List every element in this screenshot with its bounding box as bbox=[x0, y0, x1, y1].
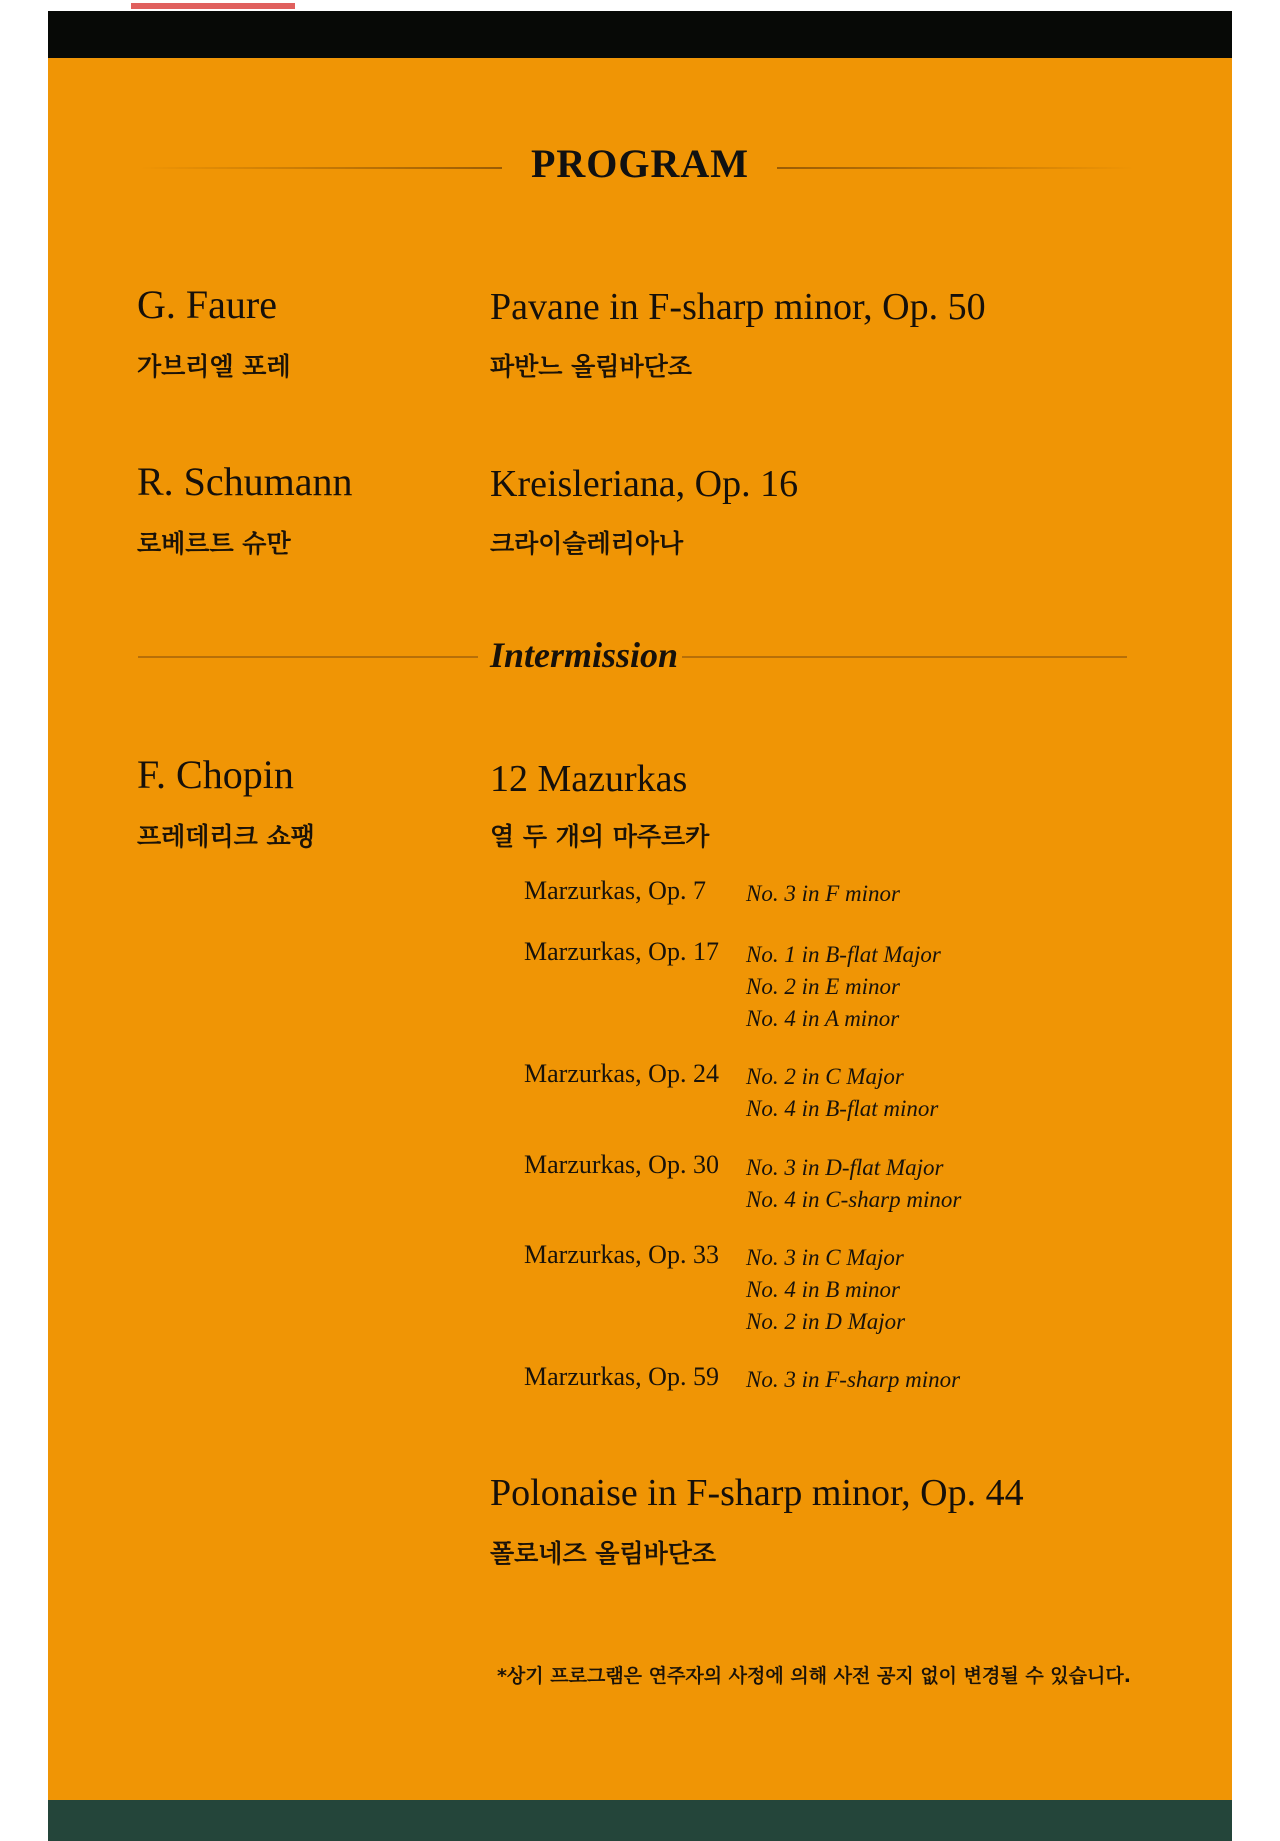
work-mazurkas-korean: 열 두 개의 마주르카 bbox=[490, 822, 710, 851]
work-kreisleriana-korean: 크라이슬레리아나 bbox=[490, 529, 684, 558]
title-rule-right bbox=[777, 167, 1134, 169]
work-pavane-korean: 파반느 올림바단조 bbox=[490, 352, 692, 381]
mazurka-piece: No. 3 in F-sharp minor bbox=[746, 1367, 961, 1392]
mazurka-pieces bbox=[746, 1364, 960, 1396]
mazurka-piece: No. 4 in B-flat minor bbox=[746, 1096, 939, 1121]
work-polonaise-korean: 폴로네즈 올림바단조 bbox=[490, 1539, 717, 1568]
mazurka-piece: No. 4 in B minor bbox=[746, 1277, 900, 1302]
intermission-rule-right bbox=[682, 656, 1127, 658]
mazurka-piece: No. 2 in C Major bbox=[746, 1064, 904, 1089]
mazurka-piece: No. 2 in D Major bbox=[746, 1309, 906, 1334]
mazurka-piece: No. 4 in C-sharp minor bbox=[746, 1187, 962, 1212]
work-mazurkas: 12 Mazurkas bbox=[490, 758, 688, 800]
mazurka-opus: Marzurkas, Op. 59 bbox=[524, 1362, 719, 1391]
mazurka-opus: Marzurkas, Op. 24 bbox=[524, 1059, 719, 1088]
composer-faure: G. Faure bbox=[137, 282, 277, 327]
mazurka-opus: Marzurkas, Op. 17 bbox=[524, 937, 719, 966]
mazurka-piece: No. 3 in D-flat Major bbox=[746, 1155, 944, 1180]
mazurka-pieces bbox=[746, 1061, 938, 1125]
mazurka-piece: No. 2 in E minor bbox=[746, 974, 900, 999]
mazurka-piece: No. 3 in F minor bbox=[746, 881, 900, 906]
work-pavane: Pavane in F-sharp minor, Op. 50 bbox=[490, 286, 986, 328]
mazurka-piece: No. 1 in B-flat Major bbox=[746, 942, 941, 967]
composer-schumann: R. Schumann bbox=[137, 459, 353, 504]
mazurka-opus: Marzurkas, Op. 33 bbox=[524, 1240, 719, 1269]
program-title: PROGRAM bbox=[530, 141, 750, 186]
composer-chopin-korean: 프레데리크 쇼팽 bbox=[137, 822, 315, 851]
work-kreisleriana: Kreisleriana, Op. 16 bbox=[490, 463, 799, 505]
mazurka-pieces bbox=[746, 878, 900, 910]
program-change-notice: *상기 프로그램은 연주자의 사정에 의해 사전 공지 없이 변경될 수 있습니다. bbox=[497, 1665, 1131, 1687]
mazurka-pieces bbox=[746, 1242, 905, 1338]
composer-chopin: F. Chopin bbox=[137, 752, 294, 797]
work-polonaise: Polonaise in F-sharp minor, Op. 44 bbox=[490, 1472, 1024, 1514]
scroll-indicator bbox=[131, 3, 295, 9]
intermission-rule-left bbox=[138, 656, 478, 658]
composer-faure-korean: 가브리엘 포레 bbox=[137, 352, 291, 381]
mazurka-pieces bbox=[746, 939, 941, 1035]
mazurka-pieces bbox=[746, 1152, 961, 1216]
mazurka-piece: No. 4 in A minor bbox=[746, 1006, 900, 1031]
bottom-bar bbox=[48, 1800, 1232, 1841]
intermission-label: Intermission bbox=[490, 635, 679, 675]
top-bar bbox=[48, 11, 1232, 58]
mazurka-piece: No. 3 in C Major bbox=[746, 1245, 904, 1270]
composer-schumann-korean: 로베르트 슈만 bbox=[137, 529, 291, 558]
mazurka-opus: Marzurkas, Op. 7 bbox=[524, 876, 706, 905]
mazurka-opus: Marzurkas, Op. 30 bbox=[524, 1150, 719, 1179]
